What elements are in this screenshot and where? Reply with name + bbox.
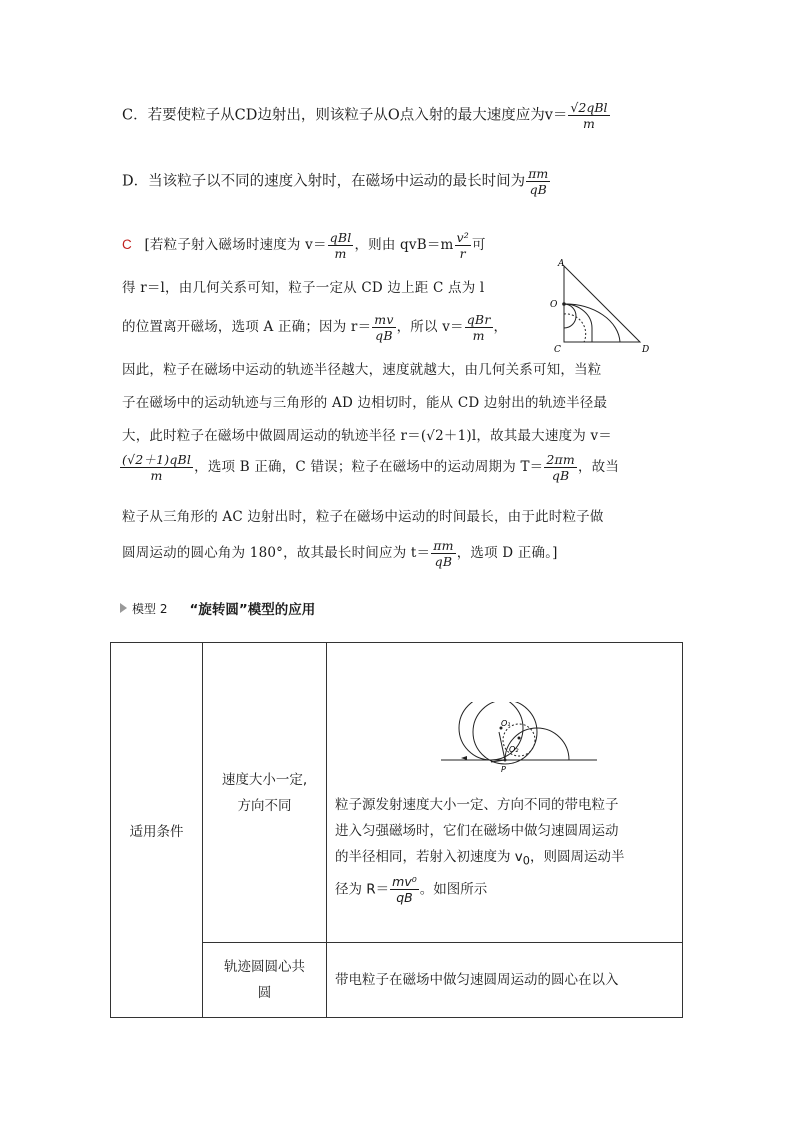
label-d: D bbox=[642, 345, 650, 355]
frac-den: m bbox=[472, 328, 485, 343]
frac-den: qB bbox=[434, 554, 453, 569]
point-p bbox=[504, 758, 507, 761]
solution-text: 可 bbox=[472, 237, 486, 253]
frac-num: 2πm bbox=[546, 452, 575, 467]
frac-num: qBr bbox=[466, 312, 491, 327]
solution-text: ，故当 bbox=[577, 459, 620, 475]
option-d-frac-den: qB bbox=[529, 182, 547, 197]
option-d-frac-num: πm bbox=[528, 166, 549, 181]
row-header-cell: 适用条件 bbox=[111, 643, 203, 1018]
description-line: 进入匀强磁场时，它们在磁场中做匀速圆周运动 bbox=[335, 822, 619, 839]
arrow-head-icon bbox=[461, 756, 467, 760]
option-c-frac-den: m bbox=[583, 116, 595, 131]
label-a: A bbox=[558, 259, 565, 269]
option-d-text: D．当该粒子以不同的速度入射时，在磁场中运动的最长时间为 bbox=[122, 173, 526, 190]
conditions-table bbox=[110, 642, 683, 1018]
condition-line: 轨迹圆圆心共 bbox=[224, 959, 305, 975]
option-d-fraction bbox=[526, 166, 550, 197]
triangle-marker-icon bbox=[120, 603, 127, 613]
condition-line: 圆 bbox=[257, 985, 272, 1001]
frac-num: mv bbox=[374, 312, 394, 327]
frac-num: v² bbox=[456, 230, 470, 245]
subscript: 0 bbox=[522, 854, 530, 868]
option-c-text: C．若要使粒子从CD边射出，则该粒子从O点入射的最大速度应为v＝ bbox=[122, 107, 568, 124]
option-c-fraction bbox=[568, 100, 609, 131]
frac-num: mv⁰ bbox=[392, 874, 417, 890]
frac-den: m bbox=[334, 246, 347, 261]
frac-den: r bbox=[459, 246, 466, 261]
solution-line-7 bbox=[122, 452, 619, 483]
description-text: 径为 R＝ bbox=[335, 881, 390, 898]
table-row bbox=[111, 643, 683, 943]
section-heading bbox=[120, 598, 315, 618]
description-text: ，则圆周运动半 bbox=[529, 848, 625, 865]
condition-line: 速度大小一定, bbox=[221, 771, 308, 788]
condition-cell bbox=[203, 643, 327, 943]
solution-line-4: 因此，粒子在磁场中运动的轨迹半径越大，速度就越大，由几何关系可知，当粒 bbox=[122, 362, 602, 378]
description-line bbox=[335, 874, 674, 905]
solution-line-2: 得 r＝l，由几何关系可知，粒子一定从 CD 边上距 C 点为 l bbox=[122, 280, 485, 296]
answer-letter: C bbox=[122, 237, 132, 252]
frac-num: (√2＋1)qBl bbox=[122, 452, 192, 467]
solution-text: [若粒子射入磁场时速度为 v＝ bbox=[144, 237, 327, 253]
label-o: O bbox=[550, 300, 558, 310]
label-o1: O₁ bbox=[501, 718, 511, 728]
label-c: C bbox=[554, 345, 561, 355]
solution-line-3 bbox=[122, 312, 507, 343]
description-line: 粒子源发射速度大小一定、方向不同的带电粒子 bbox=[335, 796, 619, 813]
option-c bbox=[122, 100, 611, 131]
solution-fraction bbox=[431, 538, 455, 569]
triangle-figure bbox=[540, 256, 660, 358]
description-text: 。如图所示 bbox=[419, 881, 488, 898]
solution-fraction bbox=[372, 312, 395, 343]
solution-fraction bbox=[455, 230, 471, 261]
trajectory-small bbox=[564, 304, 576, 328]
solution-line-9 bbox=[122, 538, 558, 569]
frac-den: qB bbox=[551, 468, 570, 483]
frac-den: m bbox=[150, 468, 163, 483]
solution-text: ，选项 D 正确。] bbox=[456, 545, 558, 561]
solution-line-8: 粒子从三角形的 AC 边射出时，粒子在磁场中运动的时间最长，由于此时粒子做 bbox=[122, 509, 604, 525]
label-p: P bbox=[501, 764, 506, 774]
frac-num: qBl bbox=[329, 230, 352, 245]
solution-text: ，所以 v＝ bbox=[396, 319, 464, 335]
triangle-shape bbox=[564, 266, 640, 342]
option-d bbox=[122, 166, 551, 197]
section-title: “旋转圆”模型的应用 bbox=[189, 602, 316, 618]
solution-line-6: 大，此时粒子在磁场中做圆周运动的轨迹半径 r＝(√2＋1)l，故其最大速度为 v＝ bbox=[122, 428, 612, 444]
description-text: 的半径相同，若射入初速度为 v bbox=[335, 848, 523, 865]
rotating-circle-figure bbox=[439, 702, 599, 782]
solution-fraction bbox=[120, 452, 193, 483]
solution-line-5: 子在磁场中的运动轨迹与三角形的 AD 边相切时，能从 CD 边射出的轨迹半径最 bbox=[122, 395, 608, 411]
solution-text: ，选项 B 正确，C 错误；粒子在磁场中的运动周期为 T＝ bbox=[194, 459, 544, 475]
point-o bbox=[562, 302, 566, 306]
solution-fraction bbox=[544, 452, 577, 483]
description-line bbox=[335, 844, 674, 875]
section-model-label: 模型 2 bbox=[132, 601, 168, 616]
solution-fraction bbox=[328, 230, 354, 261]
velocity-arrow bbox=[499, 732, 505, 760]
description-cell: 带电粒子在磁场中做匀速圆周运动的圆心在以入 bbox=[327, 943, 683, 1018]
solution-text: ， bbox=[493, 319, 508, 335]
frac-num: πm bbox=[433, 538, 454, 553]
description-cell bbox=[327, 643, 683, 943]
solution-line-1 bbox=[122, 230, 486, 261]
center-o2 bbox=[518, 736, 521, 739]
trajectory-medium bbox=[564, 304, 592, 342]
option-c-frac-num: √2qBl bbox=[570, 100, 608, 115]
solution-text: ，则由 qvB＝m bbox=[354, 237, 454, 253]
condition-line: 方向不同 bbox=[237, 797, 292, 814]
condition-cell bbox=[203, 943, 327, 1018]
solution-fraction bbox=[465, 312, 493, 343]
radius-fraction bbox=[390, 874, 419, 905]
frac-den: qB bbox=[396, 890, 413, 906]
solution-text: 圆周运动的圆心角为 180°，故其最长时间应为 t＝ bbox=[122, 545, 431, 561]
label-o2: O₂ bbox=[509, 744, 519, 754]
frac-den: qB bbox=[375, 328, 393, 343]
solution-text: 的位置离开磁场，选项 A 正确；因为 r＝ bbox=[122, 319, 372, 335]
